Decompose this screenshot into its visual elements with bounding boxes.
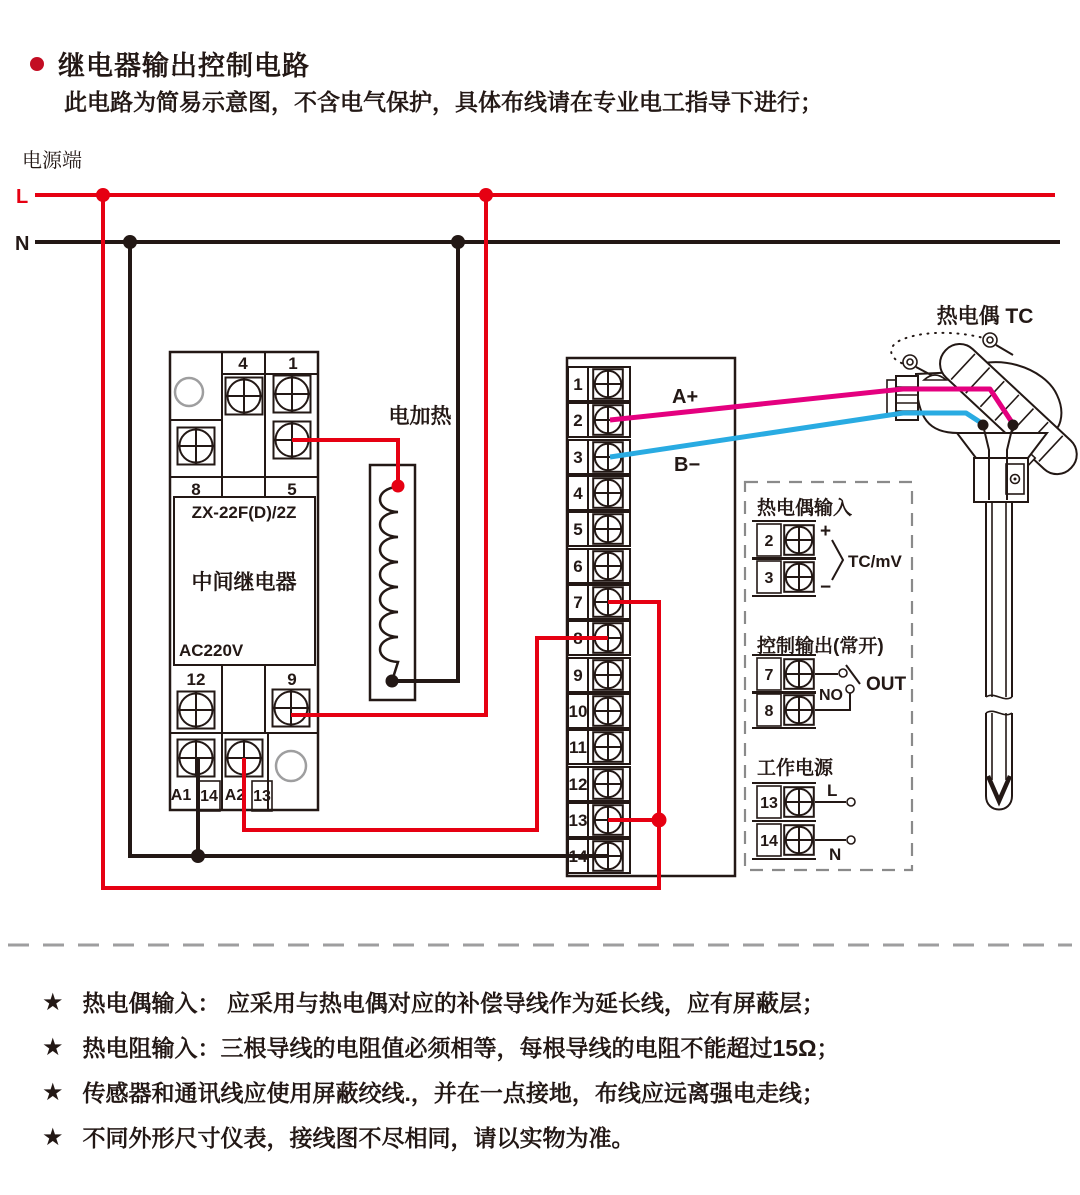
svg-text:2: 2 (764, 533, 774, 550)
relay-indicator-lamp (175, 378, 203, 406)
relay-terminal-4: 4 (238, 354, 248, 373)
heater-bottom-node (386, 675, 399, 688)
relay-screw-8 (178, 428, 215, 465)
note-text: 不同外形尺寸仪表，接线图不尽相同，请以实物为准。 (82, 1125, 635, 1151)
relay (170, 352, 318, 811)
relay-terminal-14: 14 (200, 788, 218, 805)
star-icon: ★ (42, 989, 64, 1016)
svg-text:1: 1 (573, 375, 583, 394)
tc-plus: + (820, 521, 832, 542)
relay-screw-9 (273, 690, 310, 727)
junction-dot (96, 188, 110, 202)
sensor-label: 热电偶 TC (936, 305, 1034, 328)
svg-text:7: 7 (764, 667, 774, 684)
relay-terminal-a1: A1 (170, 787, 192, 804)
legend-live: L (827, 781, 838, 800)
note-text: 热电阻输入：三根导线的电阻值必须相等，每根导线的电阻不能超过15Ω； (82, 1035, 840, 1061)
svg-text:13: 13 (760, 795, 778, 812)
terminal-row-5 (568, 512, 630, 546)
legend-control-output-title: 控制输出(常开) (757, 636, 884, 657)
terminal-row-1 (568, 367, 630, 401)
junction-dot (479, 188, 493, 202)
legend-box (745, 482, 912, 870)
sensor-wire-node (978, 420, 989, 431)
sensor-collar (974, 458, 1028, 502)
label-a-plus: A+ (672, 386, 699, 408)
legend-terminal-7 (752, 655, 816, 693)
neutral-rail-label: N (15, 233, 30, 255)
legend-terminal-13 (752, 783, 816, 821)
relay-indicator-lamp-2 (276, 751, 306, 781)
svg-text:12: 12 (568, 775, 588, 794)
svg-text:8: 8 (764, 703, 774, 720)
svg-text:7: 7 (573, 593, 583, 612)
svg-text:3: 3 (573, 448, 583, 467)
sensor-probe (986, 502, 1012, 810)
relay-terminal-8: 8 (191, 480, 201, 499)
relay-terminal-9: 9 (287, 670, 297, 689)
page-subtitle: 此电路为简易示意图，不含电气保护，具体布线请在专业电工指导下进行； (64, 89, 823, 115)
cap-screw-right (983, 333, 1013, 355)
legend-tc-input-title: 热电偶输入 (757, 498, 853, 519)
heater-top-node (392, 480, 405, 493)
junction-dot (652, 813, 667, 828)
tc-brace (832, 540, 843, 580)
junction-dot (191, 849, 205, 863)
svg-text:13: 13 (568, 811, 588, 830)
svg-text:11: 11 (569, 738, 587, 757)
relay-coil-voltage: AC220V (179, 641, 244, 660)
terminal-row-10 (568, 694, 630, 728)
star-icon: ★ (42, 1034, 64, 1061)
heater-label: 电加热 (388, 405, 452, 428)
thermocouple-sensor (887, 304, 1080, 810)
svg-text:6: 6 (573, 557, 583, 576)
relay-terminal-13: 13 (253, 788, 271, 805)
relay-terminal-1: 1 (288, 354, 298, 373)
relay-terminal-5: 5 (287, 480, 297, 499)
live-rail-label: L (16, 186, 29, 208)
svg-text:14: 14 (568, 847, 588, 866)
relay-name: 中间继电器 (191, 571, 297, 594)
svg-text:4: 4 (573, 484, 583, 503)
relay-model: ZX-22F(D)/2Z (191, 503, 297, 522)
svg-text:10: 10 (568, 702, 588, 721)
legend-terminal-14 (752, 821, 816, 859)
relay-screw-4 (226, 378, 263, 415)
legend-terminal-8 (752, 692, 816, 728)
terminal-row-9 (568, 658, 630, 692)
sensor-wire-node (1008, 420, 1019, 431)
probe-tip-arrow (988, 776, 1010, 801)
legend-terminal-3 (752, 558, 816, 596)
star-icon: ★ (42, 1124, 64, 1151)
note-text: 热电偶输入： 应采用与热电偶对应的补偿导线作为延长线，应有屏蔽层； (82, 990, 825, 1016)
power-section-label: 电源端 (22, 150, 82, 172)
notes-section (42, 988, 1060, 1168)
page-title: 继电器输出控制电路 (58, 51, 310, 81)
svg-text:8: 8 (573, 629, 583, 648)
wires (15, 186, 1060, 888)
svg-text:2: 2 (573, 411, 583, 430)
svg-text:14: 14 (760, 833, 778, 850)
svg-text:9: 9 (573, 666, 583, 685)
note-text: 传感器和通讯线应使用屏蔽绞线.，并在一点接地，布线应远离强电走线； (82, 1080, 825, 1106)
legend-power-title: 工作电源 (757, 758, 834, 779)
note-item (42, 1123, 1060, 1153)
terminal-block (567, 358, 735, 876)
note-item (42, 1078, 1060, 1108)
note-item (42, 988, 1060, 1018)
relay-screw-12 (178, 692, 215, 729)
svg-text:5: 5 (573, 520, 583, 539)
heater-coil (380, 487, 398, 681)
tc-signal: TC/mV (848, 552, 902, 571)
relay-screw-1 (274, 376, 311, 413)
out-label: OUT (866, 674, 907, 695)
svg-text:3: 3 (764, 570, 774, 587)
terminal-row-4 (568, 476, 630, 510)
heater (370, 404, 452, 700)
no-label: NO (819, 687, 843, 704)
terminal-row-6 (568, 549, 630, 583)
legend-neutral: N (829, 845, 842, 864)
tc-minus: − (820, 577, 832, 598)
junction-dot (451, 235, 465, 249)
terminal-row-11 (568, 730, 630, 764)
wire-neutral-to-heater (392, 242, 458, 681)
note-item (42, 1033, 1060, 1063)
label-b-minus: B− (674, 454, 701, 476)
star-icon: ★ (42, 1079, 64, 1106)
legend-terminal-2 (752, 521, 816, 559)
relay-terminal-12: 12 (186, 670, 206, 689)
relay-terminal-a2: A2 (224, 787, 246, 804)
junction-dot (123, 235, 137, 249)
terminal-row-12 (568, 767, 630, 801)
